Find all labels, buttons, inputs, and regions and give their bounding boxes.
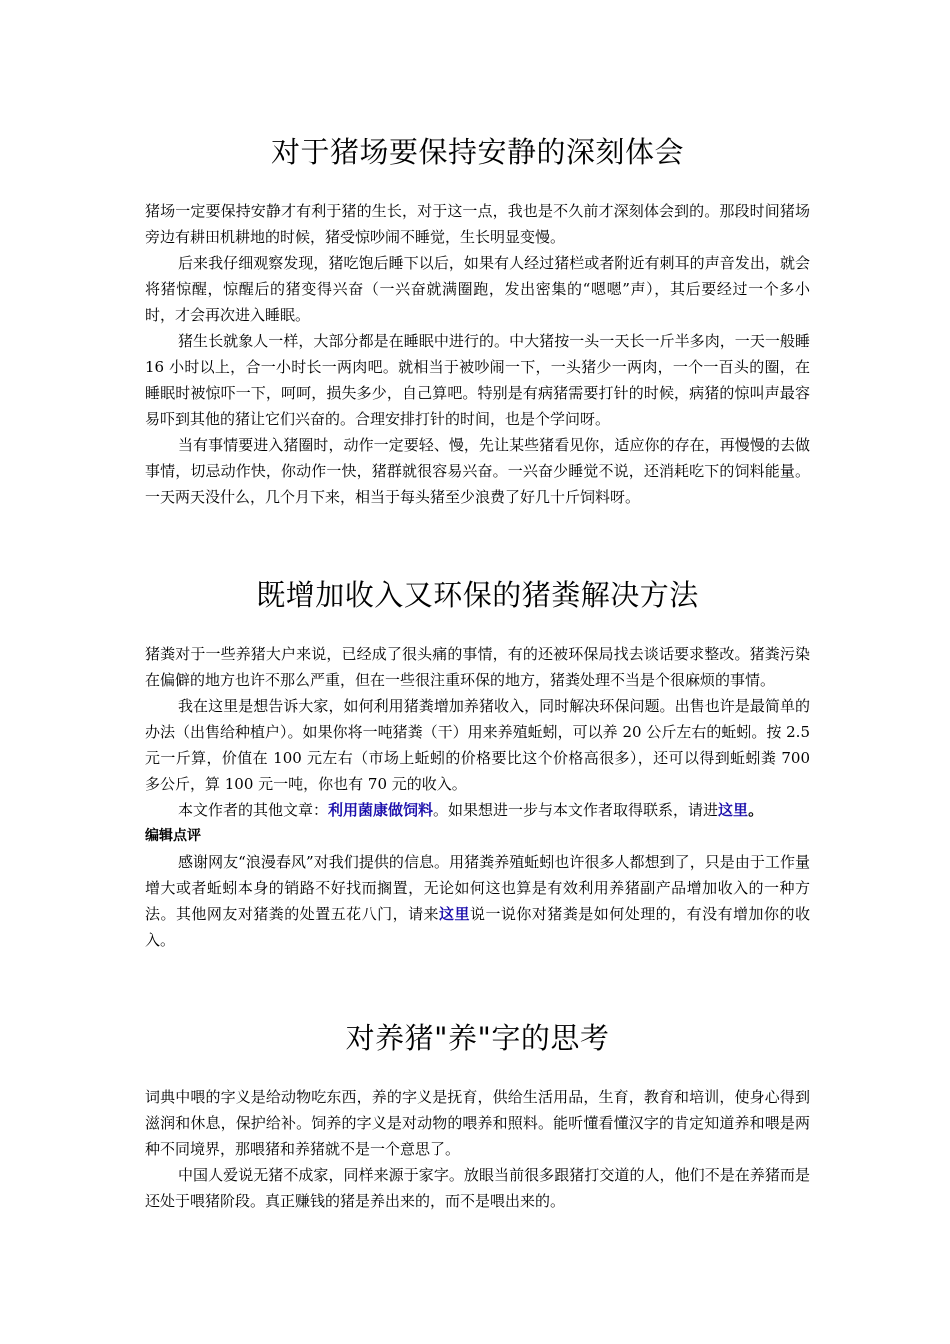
- link-discuss-here[interactable]: 这里: [439, 905, 470, 923]
- text-span: 说一说你对猪粪是如何处理的，有没有增加你的收入。: [145, 905, 810, 949]
- editor-comment-heading: 编辑点评: [145, 828, 201, 844]
- paragraph-other-articles: [145, 797, 810, 823]
- paragraph: 词典中喂的字义是给动物吃东西，养的字义是抚育，供给生活用品，生育，教育和培训，使身心得到滋润和休息，保护给补。饲养的字义是对动物的喂养和照料。能听懂看懂汉字的肯定知道养和喂是两种不同境界，那喂猪和养猪就不是一个意思了。: [145, 1088, 810, 1158]
- link-other-article[interactable]: 利用菌康做饲料: [328, 801, 434, 819]
- link-contact-author[interactable]: 这里: [718, 801, 749, 819]
- article-body-raising-pigs: [145, 1084, 810, 1214]
- text-span: 。如果想进一步与本文作者取得联系，请进: [433, 801, 719, 819]
- paragraph: 猪生长就象人一样，大部分都是在睡眠中进行的。中大猪按一头一天长一斤半多肉，一天一般睡 16 小时以上，合一小时长一两肉吧。就相当于被吵闹一下，一头猪少一两肉，一个一百头的圈，在睡眠时被惊吓一下，呵呵，损失多少，自己算吧。特别是有病猪需要打针的时候，病猪的惊叫声最容易吓到其他的猪让它们兴奋的。合理安排打针的时间，也是个学问呀。: [145, 332, 810, 428]
- paragraph-editor-comment: [145, 849, 810, 953]
- article-title-raising-pigs: 对养猪"养"字的思考: [345, 1021, 610, 1055]
- paragraph: 猪粪对于一些养猪大户来说，已经成了很头痛的事情，有的还被环保局找去谈话要求整改。猪粪污染在偏僻的地方也许不那么严重，但在一些很注重环保的地方，猪粪处理不当是个很麻烦的事情。: [145, 645, 810, 689]
- article-title-manure-solution: 既增加收入又环保的猪粪解决方法: [256, 578, 699, 612]
- paragraph: 后来我仔细观察发现，猪吃饱后睡下以后，如果有人经过猪栏或者附近有刺耳的声音发出，就会将猪惊醒，惊醒后的猪变得兴奋（一兴奋就满圈跑，发出密集的“嗯嗯”声），其后要经过一个多小时，才会再次进入睡眠。: [145, 254, 810, 324]
- article-body-manure-solution: [145, 641, 810, 953]
- paragraph: 当有事情要进入猪圈时，动作一定要轻、慢，先让某些猪看见你，适应你的存在，再慢慢的去做事情，切忌动作快，你动作一快，猪群就很容易兴奋。一兴奋少睡觉不说，还消耗吃下的饲料能量。一天两天没什么，几个月下来，相当于每头猪至少浪费了好几十斤饲料呀。: [145, 436, 810, 506]
- paragraph: 中国人爱说无猪不成家，同样来源于家字。放眼当前很多跟猪打交道的人，他们不是在养猪而是还处于喂猪阶段。真正赚钱的猪是养出来的，而不是喂出来的。: [145, 1166, 810, 1210]
- paragraph: 猪场一定要保持安静才有利于猪的生长，对于这一点，我也是不久前才深刻体会到的。那段时间猪场旁边有耕田机耕地的时候，猪受惊吵闹不睡觉，生长明显变慢。: [145, 202, 810, 246]
- article-body-quiet-pig-farm: [145, 198, 810, 510]
- article-title-quiet-pig-farm: 对于猪场要保持安静的深刻体会: [270, 135, 684, 169]
- text-span: 。: [748, 801, 764, 819]
- text-span: 本文作者的其他文章：: [178, 801, 329, 819]
- text-span: 感谢网友“浪漫春风”对我们提供的信息。用猪粪养殖蚯蚓也许很多人都想到了，只是由于工作量增大或者蚯蚓本身的销路不好找而搁置，无论如何这也算是有效利用养猪副产品增加收入的一种方法。其他网友对猪粪的处置五花八门，请来: [145, 853, 810, 923]
- paragraph: 我在这里是想告诉大家，如何利用猪粪增加养猪收入，同时解决环保问题。出售也许是最简单的办法（出售给种植户）。如果你将一吨猪粪（干）用来养殖蚯蚓，可以养 20 公斤左右的蚯蚓。按 2.5 元一斤算，价值在 100 元左右（市场上蚯蚓的价格要比这个价格高很多），还可以得到蚯蚓粪 700 多公斤，算 100 元一吨，你也有 70 元的收入。: [145, 697, 810, 793]
